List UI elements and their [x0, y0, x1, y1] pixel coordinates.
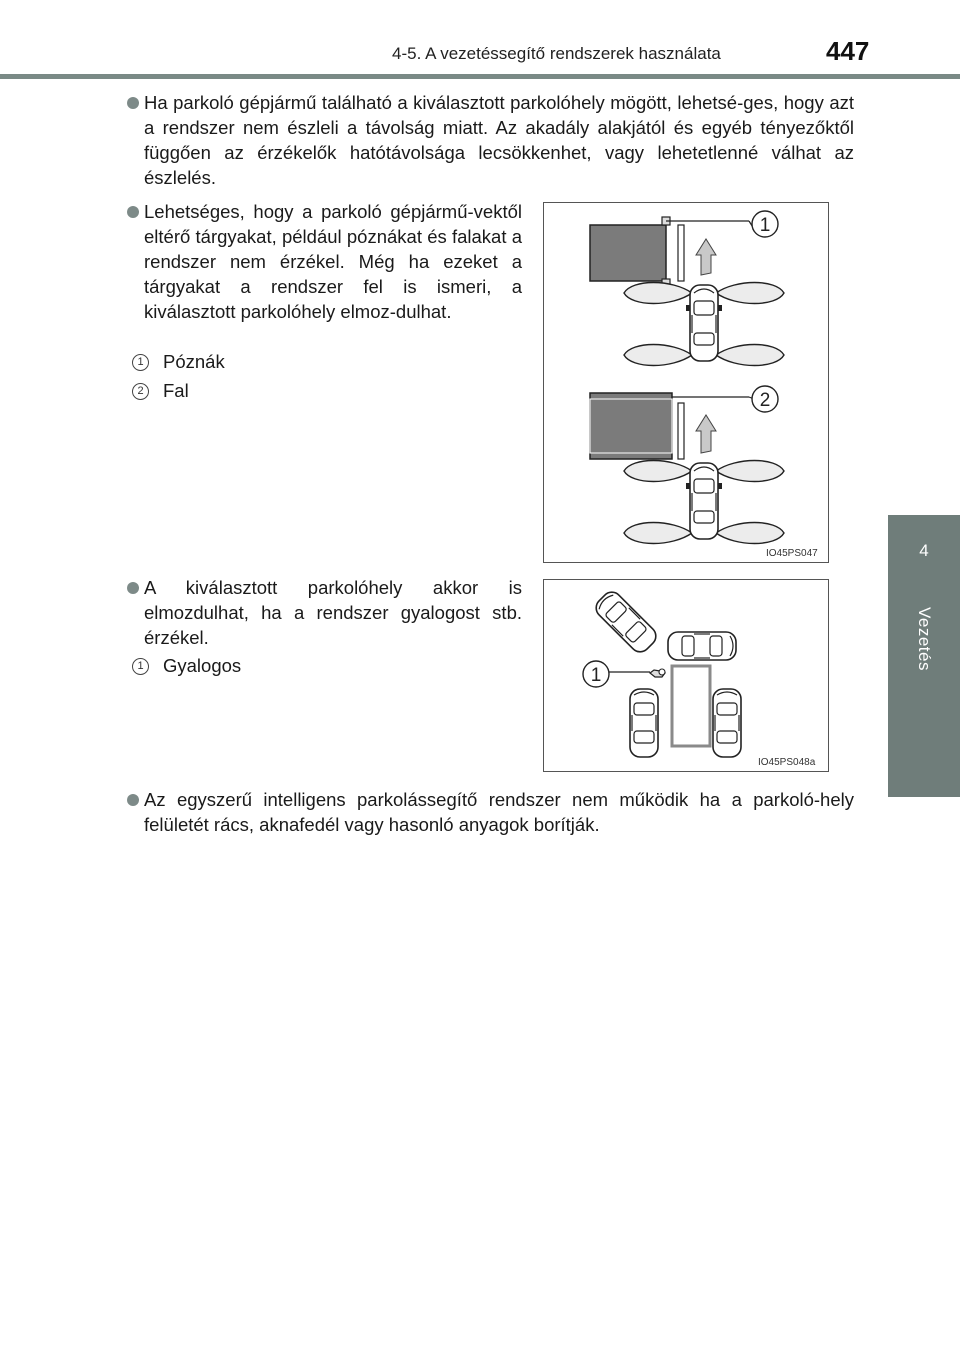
- figure-code: IO45PS047: [766, 548, 818, 559]
- figure-poles-wall: [543, 202, 829, 563]
- legend-item-poles: Póznák: [163, 351, 225, 372]
- callout-number: 2: [759, 390, 771, 411]
- bullet-icon: [127, 794, 139, 806]
- item-number-badge: 2: [132, 383, 149, 400]
- page-number: 447: [826, 36, 870, 66]
- paragraph-2: Lehetséges, hogy a parkoló gépjármű-vektől eltérő tárgyakat, például póznákat és falakat a rendszer nem érzékel. Még ha ezeket a tárgyakat a rendszer fel is ismeri, a kiválasztott parkolóhely elmoz-dulhat.: [144, 201, 522, 322]
- figure-pedestrian: [543, 579, 829, 772]
- side-tab-number: 4: [919, 541, 929, 560]
- figure-code: IO45PS048a: [758, 757, 816, 768]
- figure-2-illustration: [544, 580, 828, 771]
- bullet-icon: [127, 206, 139, 218]
- legend-item-wall: Fal: [163, 380, 189, 401]
- header-rule: [0, 74, 960, 79]
- callout-number: 1: [590, 665, 602, 686]
- scene-wall: [590, 386, 784, 544]
- paragraph-3: A kiválasztott parkolóhely akkor is elmozdulhat, ha a rendszer gyalogost stb. érzékel.: [144, 577, 522, 648]
- side-tab-label: Vezetés: [915, 607, 934, 671]
- item-number-badge: 1: [132, 658, 149, 675]
- item-number-badge: 1: [132, 354, 149, 371]
- callout-number: 1: [759, 215, 771, 236]
- paragraph-1: Ha parkoló gépjármű található a kiválasztott parkolóhely mögött, lehetsé-ges, hogy azt a rendszer nem észleli a távolság miatt. Az akadály alakjától és egyéb tényezőktől függően az érzékelők hatótávolsága lecsökkenhet, vagy lehetetlenné válhat az észlelés.: [144, 92, 854, 188]
- chapter-title: 4-5. A vezetéssegítő rendszerek használata: [392, 44, 721, 63]
- paragraph-4: Az egyszerű intelligens parkolássegítő rendszer nem működik ha a parkoló-hely felületét rács, aknafedél vagy hasonló anyagok borítják.: [144, 789, 854, 835]
- bullet-icon: [127, 582, 139, 594]
- chapter-side-tab: [888, 515, 960, 797]
- figure-1-illustration: [544, 203, 828, 562]
- legend-item-pedestrian: Gyalogos: [163, 655, 242, 676]
- bullet-icon: [127, 97, 139, 109]
- scene-poles: [590, 211, 784, 366]
